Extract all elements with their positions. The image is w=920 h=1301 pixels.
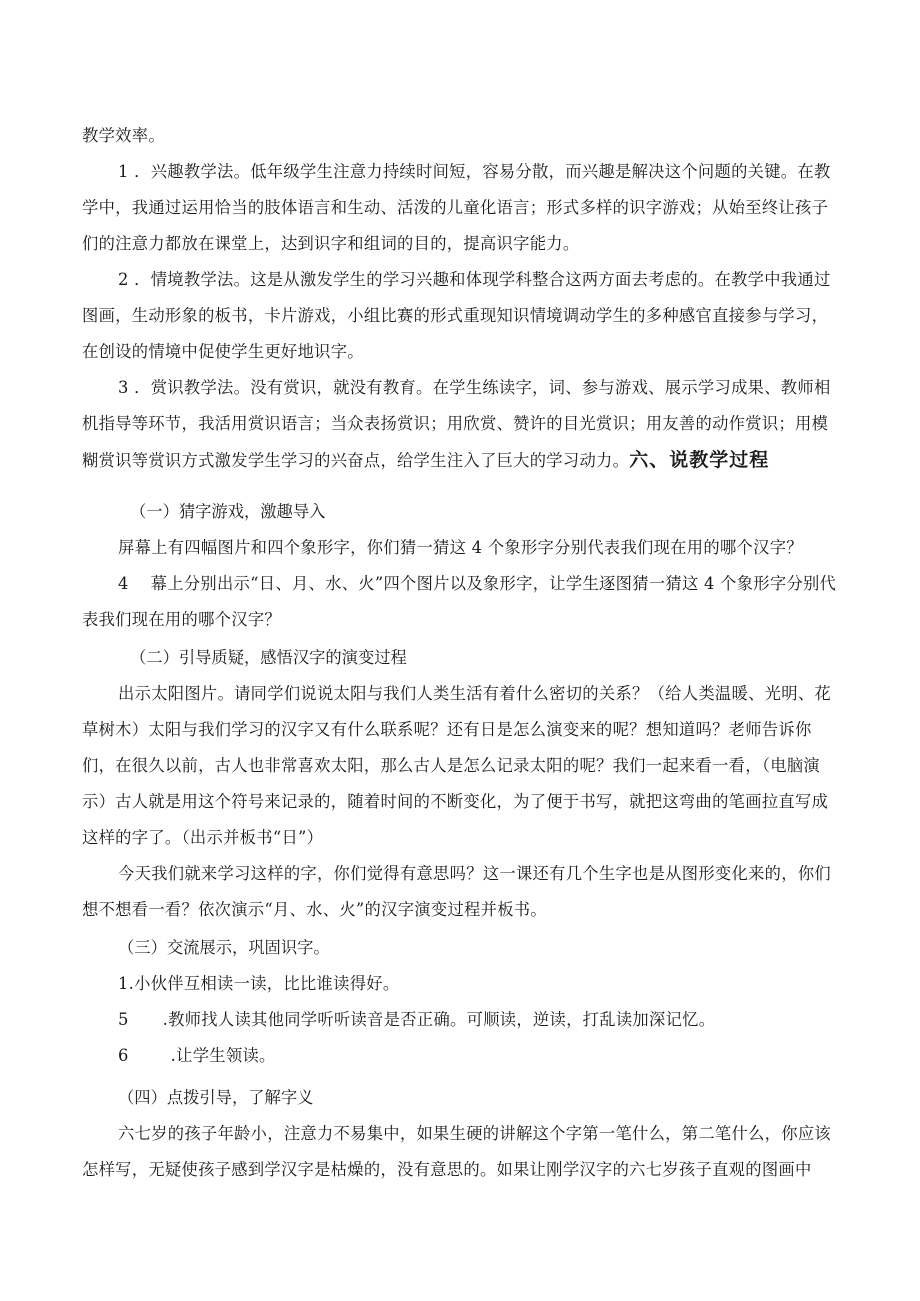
paragraph-appreciation-method <box>82 370 842 479</box>
paragraph-number: 5 <box>118 1010 129 1029</box>
subheading-meaning: （四）点拨引导，了解字义 <box>118 1088 314 1107</box>
paragraph-continuation: 教学效率。 <box>82 126 165 145</box>
paragraph-show-pictures <box>82 566 842 638</box>
paragraph-screen-pictures: 屏幕上有四幅图片和四个象形字，你们猜一猜这 4 个象形字分别代表我们现在用的哪个汉字？ <box>118 538 803 557</box>
section-heading-teaching-process: 六、说教学过程 <box>629 449 770 471</box>
paragraph-number: 6 <box>118 1046 129 1065</box>
paragraph-learn-characters: 今天我们就来学习这样的字，你们觉得有意思吗？这一课还有几个生字也是从图形变化来的，你们想不想看一看？依次演示“月、水、火”的汉字演变过程并板书。 <box>82 864 831 919</box>
appreciation-text: 3 ．赏识教学法。没有赏识，就没有教育。在学生练读字，词、参与游戏、展示学习成果、教师相机指导等环节，我活用赏识语言；当众表扬赏识；用欣赏、赞许的目光赏识；用友善的动作赏识；用模糊赏识等赏识方式激发学生学习的兴奋点，给学生注入了巨大的学习动力。 <box>82 378 831 470</box>
teacher-check-text: .教师找人读其他同学听听读音是否正确。可顺读，逆读，打乱读加深记忆。 <box>162 1010 716 1029</box>
paragraph-interest-method: 1 ．兴趣教学法。低年级学生注意力持续时间短，容易分散，而兴趣是解决这个问题的关键。在教学中，我通过运用恰当的肢体语言和生动、活泼的儿童化语言；形式多样的识字游戏；从始至终让孩子们的注意力都放在课堂上，达到识字和组词的目的，提高识字能力。 <box>82 162 831 253</box>
paragraph-student-lead <box>82 1038 842 1074</box>
student-lead-text: .让学生领读。 <box>170 1046 276 1065</box>
paragraph-sun-picture: 出示太阳图片。请同学们说说太阳与我们人类生活有着什么密切的关系？（给人类温暖、光明、花草树木）太阳与我们学习的汉字又有什么联系呢？还有日是怎么演变来的呢？想知道吗？老师告诉你们，在很久以前，古人也非常喜欢太阳，那么古人是怎么记录太阳的呢？我们一起来看一看，（电脑演示）古人就是用这个符号来记录的，随着时间的不断变化，为了便于书写，就把这弯曲的笔画拉直写成这样的字了。（出示并板书“日”） <box>82 684 831 847</box>
show-pictures-text: 幕上分别出示“日、月、水、火”四个图片以及象形字，让学生逐图猜一猜这 4 个象形字分别代表我们现在用的哪个汉字？ <box>82 574 837 629</box>
subheading-guess-game: （一）猜字游戏，激趣导入 <box>130 502 326 521</box>
paragraph-young-children: 六七岁的孩子年龄小，注意力不易集中，如果生硬的讲解这个字第一笔什么，第二笔什么，你应该怎样写，无疑使孩子感到学汉字是枯燥的，没有意思的。如果让刚学汉字的六七岁孩子直观的图画中 <box>82 1124 831 1179</box>
paragraph-teacher-check <box>82 1002 842 1038</box>
subheading-evolution: （二）引导质疑，感悟汉字的演变过程 <box>130 648 407 667</box>
subheading-exchange: （三）交流展示，巩固识字。 <box>118 938 330 957</box>
paragraph-number: 4 <box>118 574 129 593</box>
paragraph-partner-reading: 1.小伙伴互相读一读，比比谁读得好。 <box>118 974 400 993</box>
paragraph-situation-method: 2 ．情境教学法。这是从激发学生的学习兴趣和体现学科整合这两方面去考虑的。在教学中我通过图画，生动形象的板书，卡片游戏，小组比赛的形式重现知识情境调动学生的多种感官直接参与学习，在创设的情境中促使学生更好地识字。 <box>82 270 831 361</box>
